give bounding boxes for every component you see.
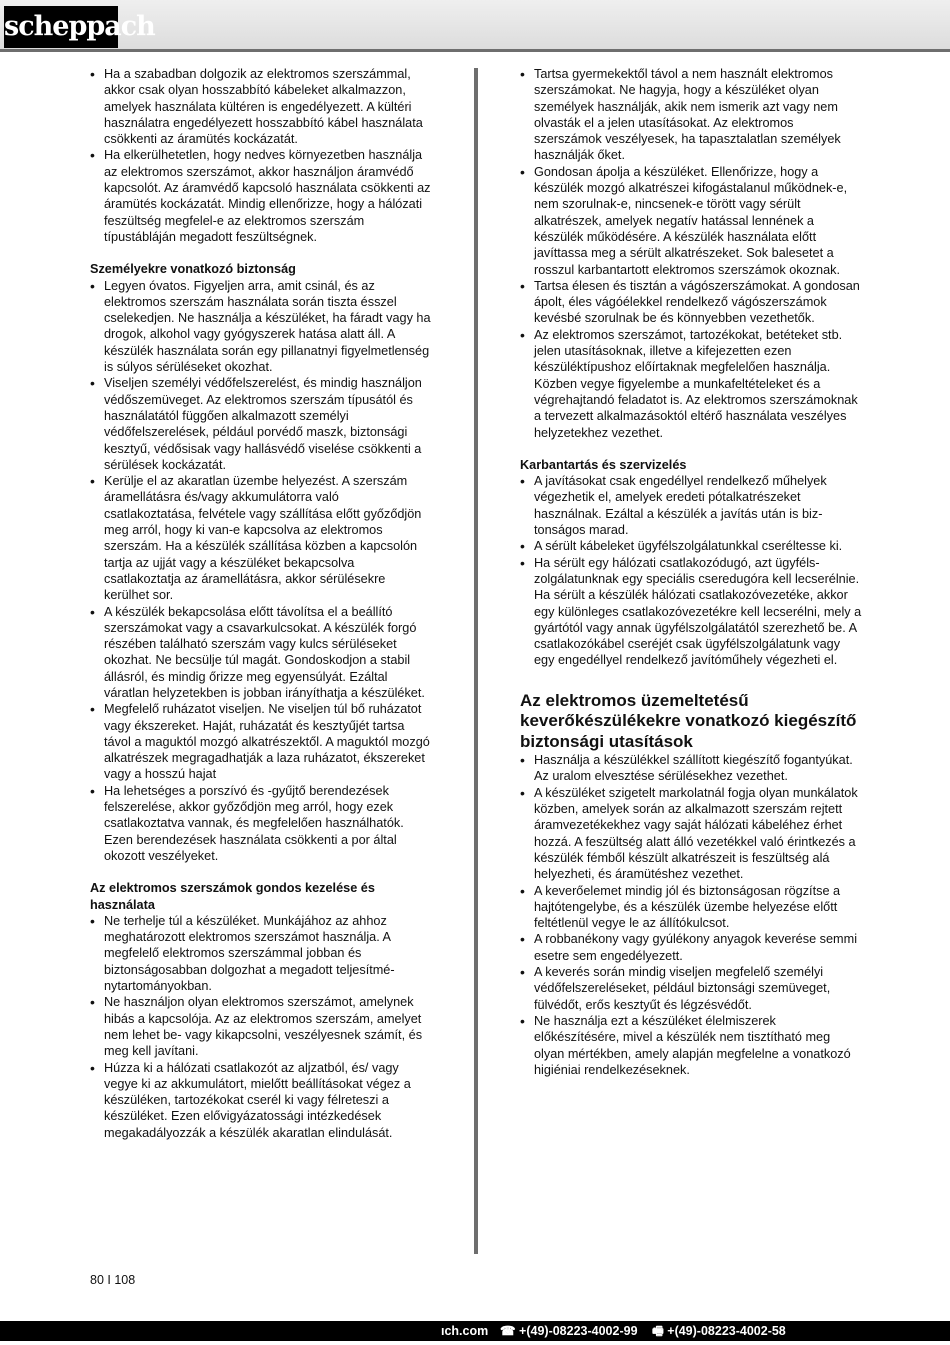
list-item: • Tartsa élesen és tisztán a vágószerszámokat. A gondosan ápolt, éles vágóélekkel rendelkező vágószerszámok kevésbé szorulnak be és könnyebben vezethetők. [520, 278, 862, 327]
list-item: • Ne használjon olyan elektromos szerszámot, amelynek hibás a kapcsolója. Az az elektromos szerszám, amelyet nem lehet be- vagy kikapcsolni, veszélyesnek számít, és meg kell javítani. [90, 994, 432, 1059]
list-item: • A robbanékony vagy gyúlékony anyagok keverése semmi esetre sem engedélyezett. [520, 931, 862, 964]
list-item: • Ne terhelje túl a készüléket. Munkájához az ahhoz meghatározott elektromos szerszámot használja. A megfelelő elektromos szerszámmal jobban és biztonságosabban dolgozhat a megadott teljesítménytartományokban. [90, 913, 432, 994]
footer-website[interactable]: ıch.com [441, 1324, 489, 1338]
page-number: 80 I 108 [90, 1273, 136, 1287]
list-item: • Ha sérült egy hálózati csatlakozódugó, azt ügyfélszolgálatunknak egy speciális cseredugóra kell lecserélnie. Ha sérült a készülék hálózati csatlakozóvezetéke, akkor egy különleges csatlakozóvezetékre kell lecserélni, mely a gyártótól vagy annak ügyfélszolgálatától szerezhető be. A csatlakozókábel cseréjét csak ügyfélszolgálatunk vagy egy engedéllyel rendelkező javítóműhely végezheti el. [520, 555, 862, 669]
list-item: • A javításokat csak engedéllyel rendelkező műhelyek végezhetik el, amelyek eredeti pótalkatrészeket használnak. Ezáltal a készülék a javítás után is biztonságos marad. [520, 473, 862, 538]
tool-handling-list [90, 913, 432, 1141]
mixer-safety-list [520, 752, 862, 1078]
list-item: • Viseljen személyi védőfelszerelést, és mindig használjon védőszemüveget. Az elektromos szerszám típusától és használatától függően alkalmazott személyi védőfelszerelések, például porvédő maszk, biztonsági kesztyű, védősisak vagy hallásvédő viselése csökkenti a sérülések kockázatát. [90, 375, 432, 473]
list-item: • Legyen óvatos. Figyeljen arra, amit csinál, és az elektromos szerszám használata során tiszta ésszel cselekedjen. Ne használja a készüléket, ha fáradt vagy ha drogok, alkohol vagy gyógyszerek hatása alatt áll. A készülék használata során egy pillanatnyi figyelmetlenség is súlyos sérüléseket okozhat. [90, 278, 432, 376]
column-divider [474, 68, 478, 1254]
list-item: • A sérült kábeleket ügyfélszolgálatunkkal cseréltesse ki. [520, 538, 862, 554]
service-heading: Karbantartás és szervizelés [520, 457, 687, 472]
mixer-safety-heading: Az elektromos üzemeltetésű keverőkészülékekre vonatkozó kiegészítő biztonsági utasítások [520, 690, 857, 751]
header-divider [0, 49, 950, 52]
left-intro-list [90, 66, 432, 245]
list-item: • Ne használja ezt a készüléket élelmiszerek előkészítésére, mivel a készülék nem tisztítható meg olyan mértékben, amely alapján megfelelne a vonatkozó higiéniai rendelkezéseknek. [520, 1013, 862, 1078]
list-item: • A keverőelemet mindig jól és biztonságosan rögzítse a hajtótengelybe, és a készülék üzembe helyezése előtt feltétlenül vegye le az állítókulcsot. [520, 883, 862, 932]
right-column [520, 66, 862, 1078]
service-list [520, 473, 862, 669]
list-item: • Használja a készülékkel szállított kiegészítő fogantyúkat. Az uralom elvesztése sérülésekhez vezethet. [520, 752, 862, 785]
list-item: • Ha lehetséges a porszívó és -gyűjtő berendezések felszerelése, akkor győződjön meg arról, hogy ezek csatlakoztatva vannak, és megfelelően használhatók. Ezen berendezések használata csökkenti a por által okozott veszélyeket. [90, 783, 432, 864]
tool-handling-heading: Az elektromos szerszámok gondos kezelése és használata [90, 881, 375, 912]
right-intro-list [520, 66, 862, 441]
list-item: • A készüléket szigetelt markolatnál fogja olyan munkálatok közben, amelyek során az alkalmazott szerszám rejtett áramvezetékekhez vagy saját hálózati kábeléhez érhet hozzá. A feszültség alatt álló vezetékkel való érintkezés a készülék fémből készült alkatrészeit is feszültség alá helyezheti, és áramütéshez vezethet. [520, 785, 862, 883]
list-item: • Ha a szabadban dolgozik az elektromos szerszámmal, akkor csak olyan hosszabbító kábeleket alkalmazzon, amelyek használata kültéren is engedélyezett. A kültéri használatra engedélyezett hosszabbító kábel használata csökkenti az áramütés kockázatát. [90, 66, 432, 147]
personal-safety-heading: Személyekre vonatkozó biztonság [90, 262, 296, 277]
list-item: • A keverés során mindig viseljen megfelelő személyi védőfelszereléseket, például biztonsági szemüveget, fülvédőt, erős kesztyűt és légzésvédőt. [520, 964, 862, 1013]
list-item: • Gondosan ápolja a készüléket. Ellenőrizze, hogy a készülék mozgó alkatrészei kifogástalanul működnek-e, nem szorulnak-e, nincsenek-e törött vagy sérült alkatrészek, amelyek negatív hatással lennének a készülék működésére. A készülék használata előtt javíttassa meg a sérült alkatrészeket. Sok balesetet a rosszul karbantartott elektromos szerszámok okoznak. [520, 164, 862, 278]
list-item: • Ha elkerülhetetlen, hogy nedves környezetben használja az elektromos szerszámot, akkor használjon áramvédő kapcsolót. Az áramvédő kapcsoló használata csökkenti az áramütés kockázatát. Mindig ellenőrizze, hogy a hálózati feszültség megfelel-e az elektromos szerszám típustábláján megadott feszültségnek. [90, 147, 432, 245]
list-item: • Tartsa gyermekektől távol a nem használt elektromos szerszámokat. Ne hagyja, hogy a készüléket olyan személyek használják, akik nem ismerik azt vagy nem olvasták el a jelen utasításokat. Az elektromos szerszámok veszélyesek, ha tapasztalatlan személyek használják őket. [520, 66, 862, 164]
brand-logo: scheppach [4, 6, 118, 48]
left-column [90, 66, 432, 1141]
list-item: • Az elektromos szerszámot, tartozékokat, betéteket stb. jelen utasításoknak, illetve a kifejezetten ezen készüléktípushoz előírtaknak megfelelően használja. Közben vegye figyelembe a munkafeltételeket és a végrehajtandó feladatot is. Az elektromos szerszámoknak a tervezett alkalmazásoktól eltérő használata veszélyes helyzetekhez vezethet. [520, 327, 862, 441]
footer-phone: ☎ +(49)-08223-4002-99 [500, 1324, 638, 1338]
personal-safety-list [90, 278, 432, 865]
list-item: • Kerülje el az akaratlan üzembe helyezést. A szerszám áramellátásra és/vagy akkumulátorra való csatlakoztatása, felvétele vagy szállítása előtt győződjön meg arról, hogy ki van-e kapcsolva az elektromos szerszám. Ha a készülék szállítása közben a kapcsolón tartja az ujját vagy a készüléket bekapcsolva csatlakoztatja az áramellátásra, akkor sérülésekre kerülhet sor. [90, 473, 432, 603]
list-item: • Húzza ki a hálózati csatlakozót az aljzatból, és/ vagy vegye ki az akkumulátort, mielőtt beállításokat végez a készüléken, tartozékokat cserél ki vagy félreteszi a készüléket. Ezen elővigyázatossági intézkedések megakadályozzák a készülék akaratlan elindulását. [90, 1060, 432, 1141]
list-item: • Megfelelő ruházatot viseljen. Ne viseljen túl bő ruházatot vagy ékszereket. Haját, ruházatát és kesztyűjét tartsa távol a maguktól mozgó alkatrészektől. A maguktól mozgó alkatrészek megragadhatják a laza ruházatot, ékszereket vagy a hosszú hajat [90, 701, 432, 782]
footer-bar [0, 1321, 950, 1341]
footer-fax: 🖷 +(49)-08223-4002-58 [652, 1324, 786, 1338]
list-item: • A készülék bekapcsolása előtt távolítsa el a beállító szerszámokat vagy a csavarkulcsokat. A készülék forgó részében található szerszám vagy kulcs sérüléseket okozhat. Ne becsülje túl magát. Gondoskodjon a stabil állásról, és mindig őrizze meg egyensúlyát. Ezáltal váratlan helyzetekben is jobban irányíthatja a készüléket. [90, 604, 432, 702]
